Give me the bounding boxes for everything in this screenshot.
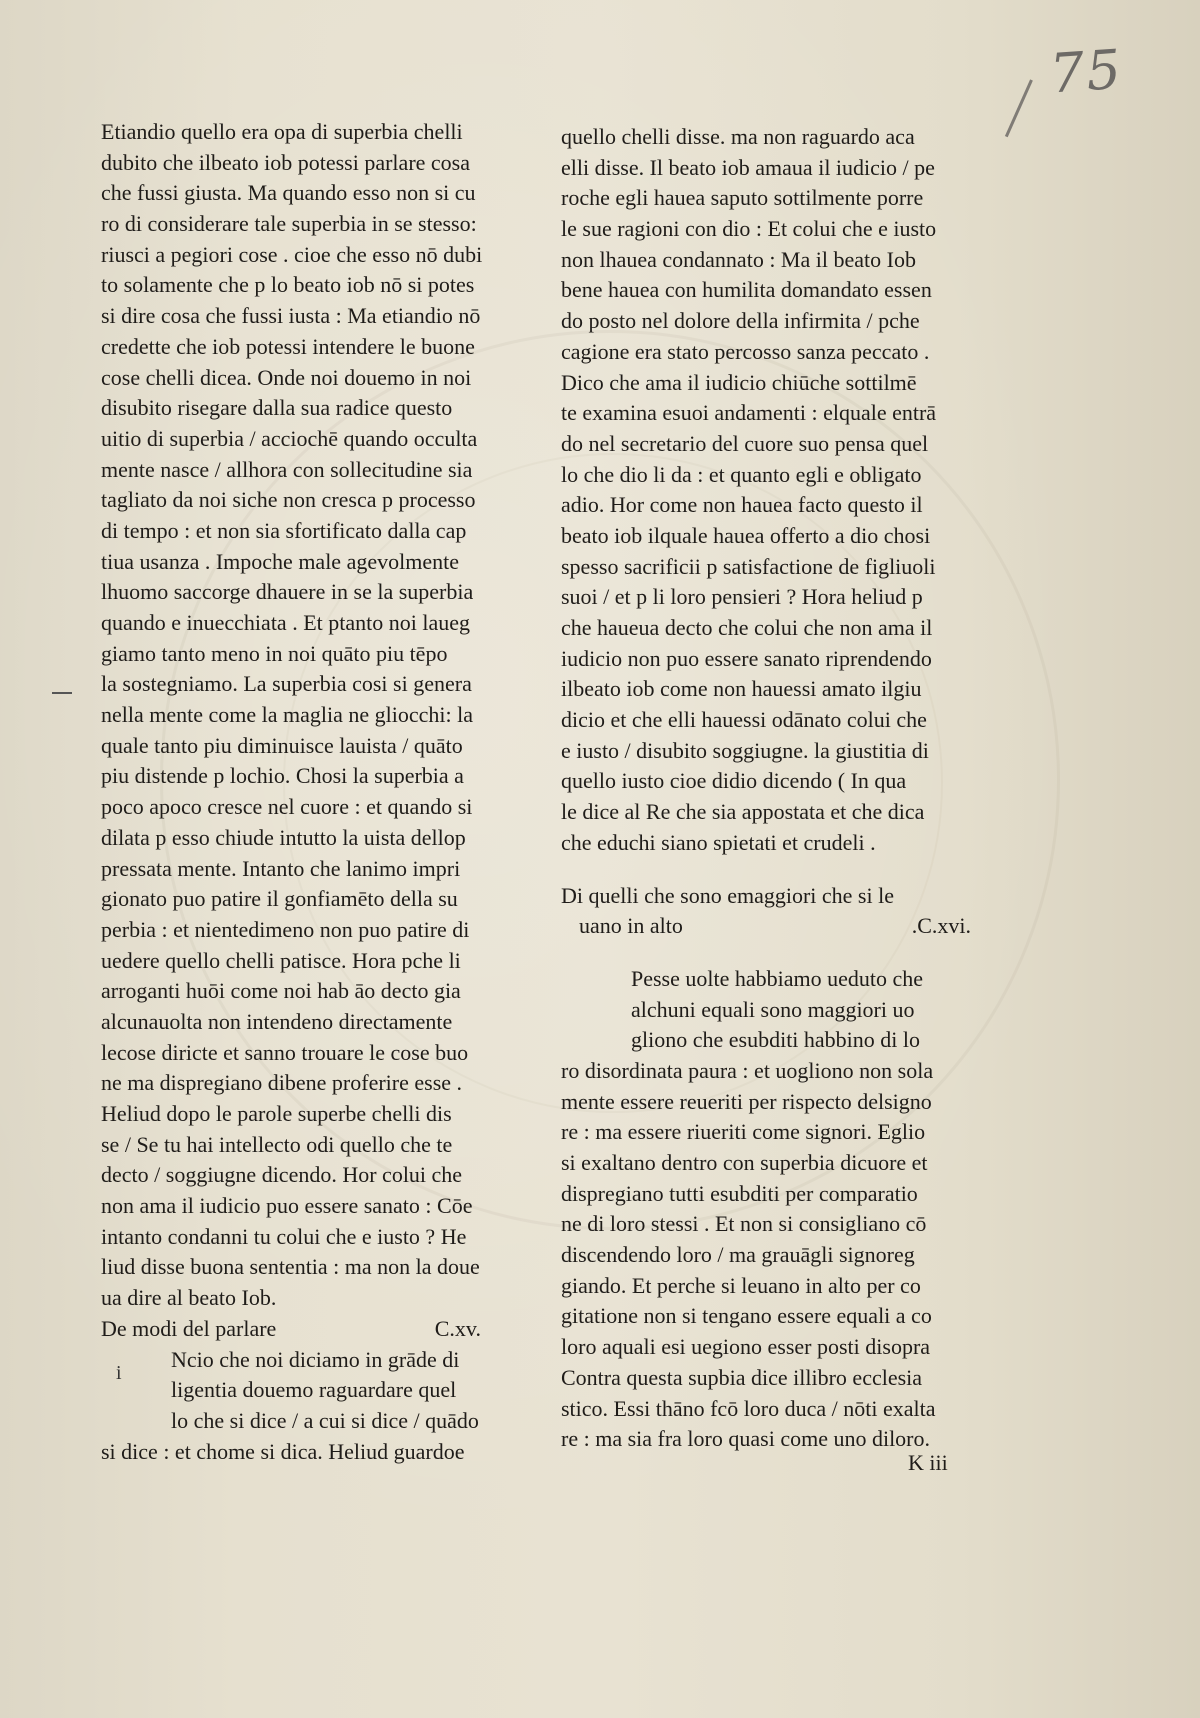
text-line: lhuomo saccorge dhauere in se la superbia [101,579,474,605]
text-line: iudicio non puo essere sanato riprendendo [561,645,932,671]
text-line: quale tanto piu diminuisce lauista / quāto [101,732,463,758]
text-line: do nel secretario del cuore suo pensa quel [561,430,929,456]
section-gap [561,859,971,881]
text-line: decto / soggiugne dicendo. Hor colui che [101,1162,463,1188]
text-line: bene hauea con humilita domandato essen [561,277,932,303]
text-line: tiua usanza . Impoche male agevolmente [101,548,459,574]
text-line: suoi / et p li loro pensieri ? Hora heliud p [561,584,923,610]
chapter-heading-number: .C.xvi. [911,913,971,939]
text-line: alchuni equali sono maggiori uo [631,996,915,1022]
text-line: lo che si dice / a cui si dice / quādo [171,1407,479,1433]
text-line: di tempo : et non sia sfortificato dalla cap [101,517,467,543]
text-line: liud disse buona sententia : ma non la doue [101,1254,480,1280]
text-line: ne di loro stessi . Et non si consigliano cō [561,1211,927,1237]
text-line: re : ma essere riueriti come signori. Eglio [561,1119,926,1145]
text-line: si exaltano dentro con superbia dicuore et [561,1150,928,1175]
chapter-heading-title: De modi del parlare [101,1315,277,1341]
text-line: Pesse uolte habbiamo ueduto che [631,965,924,991]
text-line: lo che dio li da : et quanto egli e obligato [561,461,922,487]
text-line: perbia : et nientedimeno non puo patire di [101,916,470,942]
text-line: pressata mente. Intanto che lanimo impri [101,855,461,881]
text-line: mente essere reueriti per rispecto delsigno [561,1088,932,1114]
text-line: cose chelli dicea. Onde noi douemo in noi [101,364,472,390]
text-line: gitatione non si tengano essere equali a co [561,1303,932,1329]
text-line: arroganti huōi come noi hab āo decto gia [101,978,461,1004]
text-line: la sostegniamo. La superbia cosi si genera [101,671,472,697]
text-line: credette che iob potessi intendere le buone [101,333,475,359]
text-line: to solamente che p lo beato iob nō si potes [101,272,475,298]
text-line: stico. Essi thāno fcō loro duca / nōti exalta [561,1395,936,1421]
text-line: che haueua decto che colui che non ama il [561,615,933,640]
text-line: loro aquali esi uegiono esser posti disopra [561,1334,931,1360]
text-line: spesso sacrificii p satisfactione de figliuoli [561,553,936,579]
text-line: ilbeato iob come non hauessi amato ilgiu [561,676,922,702]
text-line: mente nasce / allhora con sollecitudine sia [101,456,473,482]
margin-dash-mark [52,692,72,694]
text-line: Contra questa supbia dice illibro ecclesia [561,1364,923,1390]
text-line: si dice : et chome si dica. Heliud guardoe [101,1438,465,1464]
text-line: cagione era stato percosso sanza peccato . [561,338,930,364]
text-line: giamo tanto meno in noi quāto piu tēpo [101,640,448,666]
text-line: gliono che esubditi habbino di lo [631,1027,921,1053]
text-line: intanto condanni tu colui che e iusto ? He [101,1223,467,1249]
text-line: se / Se tu hai intellecto odi quello che te [101,1131,453,1157]
text-line: adio. Hor come non hauea facto questo il [561,492,923,518]
text-line: dispregiano tutti esubditi per comparatio [561,1180,918,1206]
text-line: beato iob ilquale hauea offerto a dio chosi [561,522,931,548]
text-line: alcunauolta non intendeno directamente [101,1008,453,1034]
margin-initial: i [116,1362,122,1384]
text-line: non ama il iudicio puo essere sanato : Cōe [101,1193,473,1219]
text-line: ligentia douemo raguardare quel [171,1377,457,1403]
text-line: Ncio che noi diciamo in grāde di [171,1346,460,1372]
text-line: gionato puo patire il gonfiamēto della su [101,886,458,912]
text-line: ua dire al beato Iob. [101,1285,277,1311]
text-line: re : ma sia fra loro quasi come uno diloro. [561,1426,931,1452]
text-line: te examina esuoi andamenti : elquale entrā [561,400,937,426]
text-line: piu distende p lochio. Chosi la superbia a [101,763,464,789]
section-gap [561,942,971,964]
right-column [561,122,971,1455]
left-column [101,117,482,1467]
text-line: disubito risegare dalla sua radice questo [101,395,453,421]
text-line: quando e inuecchiata . Et ptanto noi laueg [101,610,470,635]
text-line: discendendo loro / ma grauāgli signoreg [561,1242,915,1268]
text-line: quello chelli disse. ma non raguardo aca [561,124,915,149]
text-line: dubito che ilbeato iob potessi parlare cosa [101,149,470,175]
text-line: tagliato da noi siche non cresca p processo [101,487,476,513]
chapter-heading-title: Di quelli che sono emaggiori che si le [561,882,894,908]
text-line: e iusto / disubito soggiugne. la giustitia di [561,737,929,763]
signature-mark: K iii [908,1450,948,1475]
folio-pen-stroke [1005,79,1033,137]
text-line: Etiandio quello era opa di superbia chelli [101,119,463,144]
text-line: dilata p esso chiude intutto la uista dellop [101,824,466,850]
text-line: che educhi siano spietati et crudeli . [561,829,876,855]
text-line: do posto nel dolore della infirmita / pche [561,308,920,334]
text-line: quello iusto cioe didio dicendo ( In qua [561,768,907,794]
text-line: le dice al Re che sia appostata et che dica [561,799,925,825]
text-line: elli disse. Il beato iob amaua il iudicio / pe [561,154,935,180]
text-line: ne ma dispregiano dibene proferire esse . [101,1070,463,1096]
chapter-heading [561,911,971,942]
chapter-heading-title-cont: uano in alto [579,913,683,939]
text-line: dicio et che elli hauessi odānato colui che [561,707,927,733]
text-line: riusci a pegiori cose . cioe che esso nō dubi [101,241,483,267]
text-line: si dire cosa che fussi iusta : Ma etiandio nō [101,303,481,329]
text-line: che fussi giusta. Ma quando esso non si cu [101,180,476,206]
text-line: uedere quello chelli patisce. Hora pche li [101,947,461,973]
chapter-heading [101,1314,481,1345]
text-line: nella mente come la maglia ne gliocchi: la [101,702,474,728]
text-line: ro di considerare tale superbia in se stesso: [101,211,477,237]
folio-number: 75 [1047,37,1125,106]
text-line: poco apoco cresce nel cuore : et quando si [101,794,473,820]
text-line: non lhauea condannato : Ma il beato Iob [561,246,916,272]
text-line: Dico che ama il iudicio chiūche sottilmē [561,369,917,395]
text-line: roche egli hauea saputo sottilmente porre [561,185,924,211]
text-line: ro disordinata paura : et uogliono non sola [561,1057,934,1083]
text-line: giando. Et perche si leuano in alto per co [561,1272,921,1298]
text-line: le sue ragioni con dio : Et colui che e iusto [561,216,937,242]
text-line: uitio di superbia / acciochē quando occulta [101,425,478,451]
chapter-heading-number: C.xv. [434,1315,481,1341]
text-line: Heliud dopo le parole superbe chelli dis [101,1101,452,1126]
text-line: lecose diricte et sanno trouare le cose buo [101,1039,469,1065]
